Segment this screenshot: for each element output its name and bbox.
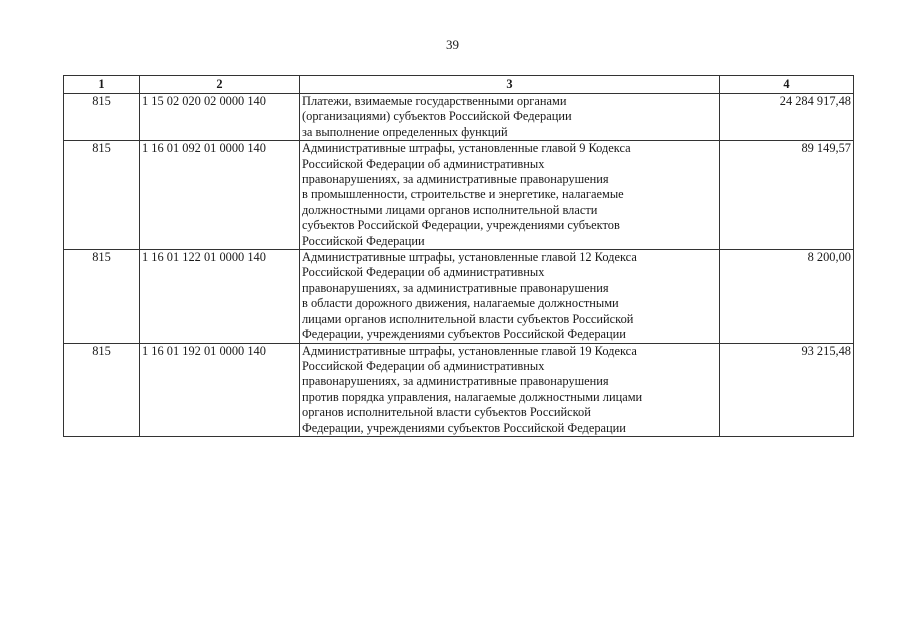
amount-cell: 8 200,00: [720, 250, 854, 343]
table-row: [64, 250, 854, 343]
name-line: Федерации, учреждениями субъектов Российской Федерации: [302, 420, 626, 435]
revenue-name-cell: [300, 94, 720, 141]
amount-cell: 93 215,48: [720, 343, 854, 436]
admin-code-cell: 815: [64, 343, 140, 436]
revenue-code-cell: 1 16 01 192 01 0000 140: [140, 343, 300, 436]
table-header-row: [64, 76, 854, 94]
name-line: правонарушениях, за административные правонарушения: [302, 374, 609, 389]
column-header-4: 4: [720, 76, 854, 94]
name-line: Административные штрафы, установленные главой 19 Кодекса: [302, 343, 637, 358]
name-line: лицами органов исполнительной власти субъектов Российской: [302, 311, 634, 326]
name-line: против порядка управления, налагаемые должностными лицами: [302, 389, 643, 404]
name-line: субъектов Российской Федерации, учреждениями субъектов: [302, 218, 620, 233]
amount-cell: 24 284 917,48: [720, 94, 854, 141]
name-line: Платежи, взимаемые государственными органами: [302, 94, 567, 108]
column-header-3: 3: [300, 76, 720, 94]
name-line: органов исполнительной власти субъектов Российской: [302, 405, 591, 420]
name-line: Административные штрафы, установленные главой 12 Кодекса: [302, 250, 637, 265]
name-line: Российской Федерации: [302, 233, 425, 248]
table-row: [64, 343, 854, 436]
name-line: в области дорожного движения, налагаемые должностными: [302, 296, 619, 311]
column-header-2: 2: [140, 76, 300, 94]
admin-code-cell: 815: [64, 141, 140, 250]
name-line: правонарушениях, за административные правонарушения: [302, 280, 609, 295]
admin-code-cell: 815: [64, 94, 140, 141]
name-line: Российской Федерации об административных: [302, 156, 545, 171]
name-line: в промышленности, строительстве и энергетике, налагаемые: [302, 187, 624, 202]
name-line: должностными лицами органов исполнительной власти: [302, 202, 598, 217]
name-line: (организациями) субъектов Российской Федерации: [302, 109, 572, 124]
revenue-table: [63, 75, 854, 437]
revenue-name-cell: [300, 141, 720, 250]
page-number: 39: [446, 37, 459, 52]
name-line: за выполнение определенных функций: [302, 124, 508, 139]
revenue-name-cell: [300, 250, 720, 343]
table-row: [64, 141, 854, 250]
name-line: правонарушениях, за административные правонарушения: [302, 172, 609, 187]
revenue-code-cell: 1 15 02 020 02 0000 140: [140, 94, 300, 141]
name-line: Российской Федерации об административных: [302, 265, 545, 280]
table-row: [64, 94, 854, 141]
revenue-name-cell: [300, 343, 720, 436]
name-line: Федерации, учреждениями субъектов Российской Федерации: [302, 327, 626, 342]
admin-code-cell: 815: [64, 250, 140, 343]
name-line: Российской Федерации об административных: [302, 358, 545, 373]
column-header-1: 1: [64, 76, 140, 94]
revenue-code-cell: 1 16 01 122 01 0000 140: [140, 250, 300, 343]
amount-cell: 89 149,57: [720, 141, 854, 250]
name-line: Административные штрафы, установленные главой 9 Кодекса: [302, 141, 631, 156]
revenue-code-cell: 1 16 01 092 01 0000 140: [140, 141, 300, 250]
